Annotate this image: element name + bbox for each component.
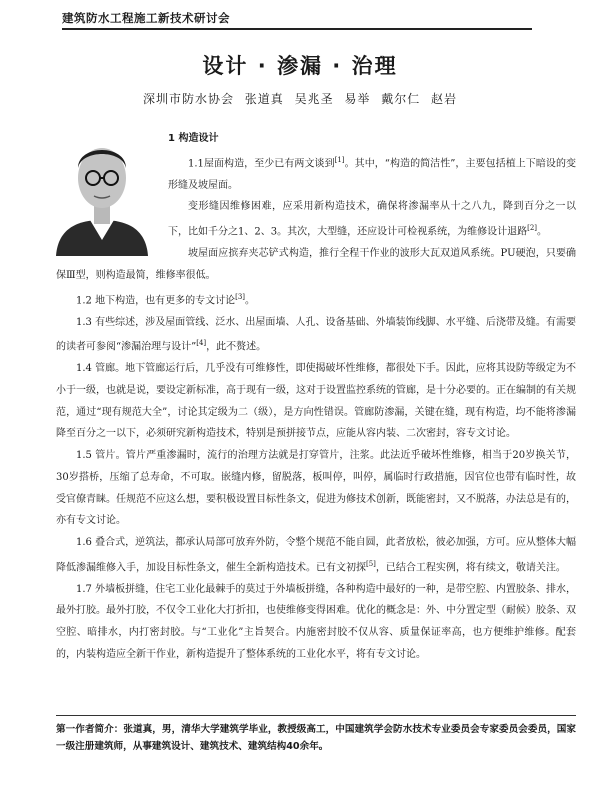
article-title: 设计 · 渗漏 · 治理: [202, 54, 398, 78]
paragraph-1-4: 1.4 管廊。地下管廊运行后，几乎没有可维修性，即使揭破坏性维修，都很处下手。因此，应将其设防等级定为不小于一级，也就是说，要设定新标准，高于现有一级，这对于设置监控系统的管廊，是十分必要的。正在编制的有关规范，通过“现有规范大全”，讨论其定级为二（级），是方向性错误。管廊防渗漏，关键在缝，现有构造，均不能将渗漏降至百分之一以下，必须研究新构造技术，特别是预拼接节点，应能从容内装、二次密封，容专文讨论。: [56, 363, 576, 440]
paragraph-1-1c: 坡屋面应摈弃夹芯铲式构造，推行全程干作业的波形大瓦双道风系统。PU硬泡，只要确保Ⅲ型，则构造最简，维修率很低。: [56, 248, 576, 281]
paragraph-1-3: 1.3 有些综述，涉及屋面管线、泛水、出屋面墙、人孔、设备基础、外墙装饰线脚、水平缝、后浇带及缝。有需要的读者可参阅“渗漏治理与设计”[4]，此不赘述。: [56, 316, 576, 353]
paragraph-1-6: 1.6 叠合式，逆筑法，都承认局部可放弃外防，令整个规范不能自圆，此者放松，彼必加强，方可。应从整体大幅降低渗漏维修入手，加设目标性条文，催生全新构造技术。已有文初探[5]，已结合工程实例，将有续文，敬请关注。: [56, 536, 576, 573]
author-footnote: 第一作者简介：张道真，男，清华大学建筑学毕业，教授级高工，中国建筑学会防水技术专业委员会专家委员会委员，国家一级注册建筑师，从事建筑设计、建筑技术、建筑结构40余年。: [56, 724, 576, 752]
journal-header: 建筑防水工程施工新技术研讨会: [62, 11, 230, 25]
section-heading-1: 1 构造设计: [168, 133, 219, 144]
paragraph-1-7: 1.7 外墙板拼缝，住宅工业化最棘手的莫过于外墙板拼缝，各种构造中最好的一种，是带空腔、内置胶条、排水，最外打胶。最外打胶，不仅令工业化大打折扣，也使维修变得困难。优化的概念是：外、中分置定型（耐候）胶条、双空腔、暗排水，内打密封胶。与“工业化”主旨契合。内施密封胶不仅从容、质量保证率高，也方便维护维修。配套的，内装构造应全新干作业，新构造提升了整体系统的工业化水平，将有专文讨论。: [56, 583, 576, 660]
article-body: [56, 128, 576, 666]
paragraph-1-5: 1.5 管片。管片严重渗漏时，流行的治理方法就是打穿管片，注浆。此法近乎破坏性维修，相当于20岁换关节，30岁搭桥，压缩了总寿命，不可取。嵌缝内修，留脱落，板叫停，叫停，属临时行政措施，因官位也带有临时性，故受官僚青睐。任规范不应这么想，要积极设置目标性条文，促进为修技术创新，既能密封，又不脱落，办法总是有的，亦有专文讨论。: [56, 450, 576, 527]
portrait-spacer: [56, 128, 168, 258]
footnote-rule: [56, 715, 576, 716]
paragraph-1-1b: 变形缝因维修困难，应采用新构造技术，确保将渗漏率从十之八九，降到百分之一以下，比如千分之1、2、3。其次，大型缝，还应设计可检视系统，为维修设计退路[2]。: [168, 201, 576, 238]
article-authors: 深圳市防水协会 张道真 吴兆圣 易举 戴尔仁 赵岩: [142, 92, 458, 106]
header-rule: [62, 28, 532, 30]
paragraph-1-2: 1.2 地下构造，也有更多的专文讨论[3]。: [76, 292, 256, 306]
paragraph-1-1: 1.1屋面构造，至少已有两文谈到[1]。其中，“构造的简洁性”，主要包括植上下暗设的变形缝及坡屋面。: [168, 155, 576, 191]
